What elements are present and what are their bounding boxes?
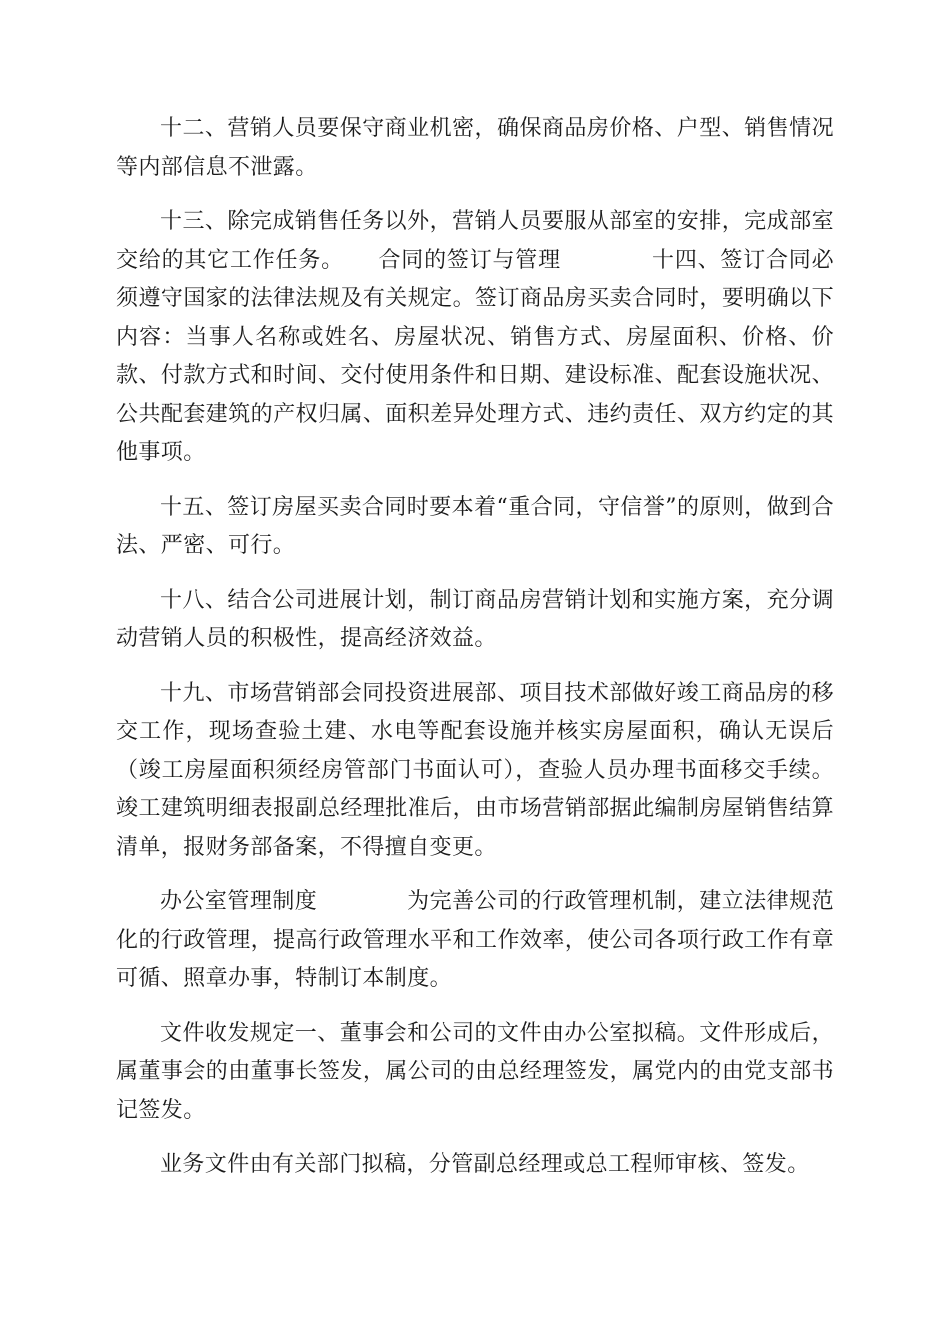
paragraph-office-management: 办公室管理制度 为完善公司的行政管理机制，建立法律规范化的行政管理，提高行政管理水平和工作效率，使公司各项行政工作有章可循、照章办事，特制订本制度。 — [116, 889, 834, 991]
paragraph-12-confidentiality: 十二、营销人员要保守商业机密，确保商品房价格、户型、销售情况等内部信息不泄露。 — [116, 116, 834, 180]
paragraph-19-handover: 十九、市场营销部会同投资进展部、项目技术部做好竣工商品房的移交工作，现场查验土建、水电等配套设施并核实房屋面积，确认无误后（竣工房屋面积须经房管部门书面认可），查验人员办理书面移交手续。竣工建筑明细表报副总经理批准后，由市场营销部据此编制房屋销售结算清单，报财务部备案，不得擅自变更。 — [116, 680, 834, 860]
paragraph-15-contract-principle: 十五、签订房屋买卖合同时要本着“重合同，守信誉”的原则，做到合法、严密、可行。 — [116, 494, 834, 558]
document-body — [116, 110, 834, 1201]
paragraph-18-marketing-plan: 十八、结合公司进展计划，制订商品房营销计划和实施方案，充分调动营销人员的积极性，提高经济效益。 — [116, 587, 834, 651]
paragraph-business-documents: 业务文件由有关部门拟稿，分管副总经理或总工程师审核、签发。 — [160, 1152, 810, 1177]
paragraph-document-dispatch: 文件收发规定一、董事会和公司的文件由办公室拟稿。文件形成后，属董事会的由董事长签发，属公司的由总经理签发，属党内的由党支部书记签发。 — [116, 1020, 834, 1123]
paragraph-13-14-contracts: 十三、除完成销售任务以外，营销人员要服从部室的安排，完成部室交给的其它工作任务。 合同的签订与管理 十四、签订合同必须遵守国家的法律法规及有关规定。签订商品房买卖合同时，要明确以下内容：当事人名称或姓名、房屋状况、销售方式、房屋面积、价格、价款、付款方式和时间、交付使用条件和日期、建设标准、配套设施状况、公共配套建筑的产权归属、面积差异处理方式、违约责任、双方约定的其他事项。 — [116, 209, 834, 465]
